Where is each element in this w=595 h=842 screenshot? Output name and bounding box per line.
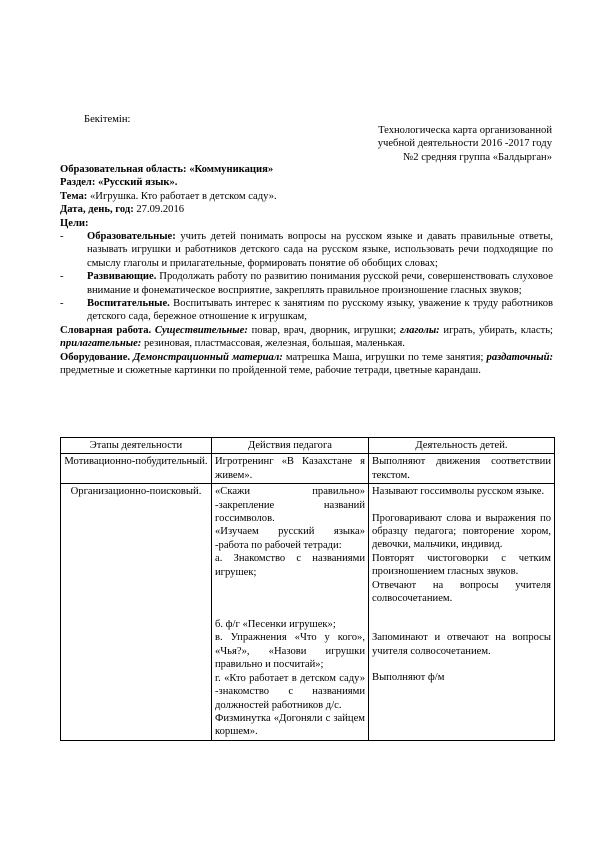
teacher-step: Физминутка «Догоняли с зайцем коршем».: [215, 712, 365, 738]
column-header-children: Деятельность детей.: [369, 438, 555, 454]
verbs-label: глаголы:: [399, 324, 440, 336]
topic-line: [60, 190, 553, 203]
goal-label: Воспитательные.: [87, 298, 170, 310]
children-step: Называют госсимволы русском языке.: [372, 486, 545, 498]
goal-label: Образовательные:: [87, 231, 176, 243]
demo-label: Демонстрационный материал:: [130, 351, 283, 363]
table-row: [61, 484, 555, 741]
section-label: Раздел:: [60, 177, 96, 189]
teacher-cell: [212, 484, 369, 741]
spacer: [372, 499, 551, 512]
spacer: [372, 658, 551, 671]
goal-educational: [60, 230, 553, 270]
bullet-dash: -: [60, 271, 64, 283]
children-step: Запоминают и отвечают на вопросы учителя солвосочетанием.: [372, 632, 551, 657]
document-header: [378, 124, 552, 164]
header-line-2: учебной деятельности 2016 -2017 году: [377, 138, 552, 150]
goal-text: Продолжать работу по развитию понимания русской речи, совершенствовать слуховое внимание и фонематическое восприятие, закреплять правильное произношение гласных звуков;: [87, 271, 553, 296]
lesson-plan-table: [60, 437, 555, 741]
date-label: Дата, день, год:: [60, 204, 134, 216]
demo-text: матрешка Маша, игрушки по теме занятия;: [282, 351, 487, 363]
table-row: [61, 454, 555, 484]
column-header-stages: Этапы деятельности: [61, 438, 212, 454]
topic-value: «Игрушка. Кто работает в детском саду».: [87, 190, 277, 202]
teacher-step: «Скажи правильно» -закрепление названий госсимволов.: [215, 486, 365, 525]
area-line: [60, 163, 553, 176]
spacer: [215, 605, 365, 618]
section-value: «Русский язык».: [95, 177, 178, 189]
header-line-3: №2 средняя группа «Балдырган»: [403, 151, 552, 163]
handout-text: предметные и сюжетные картинки по пройденной теме, рабочие тетради, цветные карандаш.: [60, 365, 481, 377]
spacer: [372, 618, 551, 631]
handout-label: раздаточный:: [486, 351, 553, 363]
column-header-teacher: Действия педагога: [212, 438, 369, 454]
spacer: [372, 605, 551, 618]
date-line: [60, 203, 553, 216]
spacer: [215, 592, 365, 605]
goal-developing: [60, 270, 553, 297]
header-line-1: Технологическа карта организованной: [378, 125, 552, 136]
teacher-step: в. Упражнения «Что у кого», «Чья?», «Назови игрушки правильно и посчитай»;: [215, 632, 365, 671]
stage-cell: Мотивационно-побудительный.: [61, 454, 212, 484]
vocabulary-work: [60, 324, 553, 351]
bullet-dash: -: [60, 298, 64, 310]
children-step: Повторят чистоговорки с четким произношением гласных звуков.: [372, 552, 551, 578]
bullet-dash: -: [60, 231, 64, 243]
adjectives-label: прилагательные:: [60, 338, 142, 350]
teacher-step: а. Знакомство с названиями игрушек;: [215, 553, 365, 578]
document-body: [60, 163, 553, 378]
goal-upbringing: [60, 297, 553, 324]
children-cell: [369, 484, 555, 741]
area-value: «Коммуникация»: [186, 164, 274, 175]
children-step: Выполняют ф/м: [372, 672, 445, 684]
approval-label: Бекітемін:: [84, 114, 131, 125]
nouns-text: повар, врач, дворник, игрушки;: [247, 324, 400, 336]
date-value: 27.09.2016: [133, 204, 185, 216]
equipment: [60, 351, 553, 378]
goals-label: Цели:: [60, 217, 89, 229]
equipment-label: Оборудование.: [60, 351, 131, 363]
teacher-step: б. ф/г «Песенки игрушек»;: [215, 619, 336, 631]
area-label: Образовательная область:: [60, 164, 187, 175]
children-step: Проговаривают слова и выражения по образцу педагога; повторение хором, девочки, мальчики, индивид.: [372, 512, 551, 551]
section-line: [60, 176, 553, 189]
children-step: Отвечают на вопросы учителя солвосочетанием.: [372, 579, 551, 605]
nouns-label: Существительные:: [151, 324, 248, 336]
verbs-text: играть, убирать, класть;: [439, 324, 553, 336]
adjectives-text: резиновая, пластмассовая, железная, большая, маленькая.: [141, 338, 405, 350]
goal-text: Воспитывать интерес к занятиям по русскому языку, уважение к труду работников детского сада, бережное отношение к игрушкам,: [87, 298, 553, 323]
goal-label: Развивающие.: [87, 271, 157, 283]
table-header-row: [61, 438, 555, 454]
spacer: [215, 579, 365, 592]
children-cell: Выполняют движения соответствии текстом.: [369, 454, 555, 484]
vocab-label: Словарная работа.: [60, 324, 152, 336]
goal-text: учить детей понимать вопросы на русском языке и давать правильные ответы, называть игрушки и работников детского сада на русском языке, использовать речи подходящие по смыслу глаголы и прилагательные, формировать понятие об обобщих словах;: [87, 231, 553, 269]
teacher-cell: Игротренинг «В Казахстане я живем».: [212, 454, 369, 484]
stage-cell: Организационно-поисковый.: [61, 484, 212, 741]
topic-label: Тема:: [60, 190, 88, 202]
teacher-step: г. «Кто работает в детском саду» -знакомство с названиями должностей работников д/с.: [215, 672, 365, 711]
teacher-step: «Изучаем русский языка» -работа по рабочей тетради:: [215, 526, 365, 551]
